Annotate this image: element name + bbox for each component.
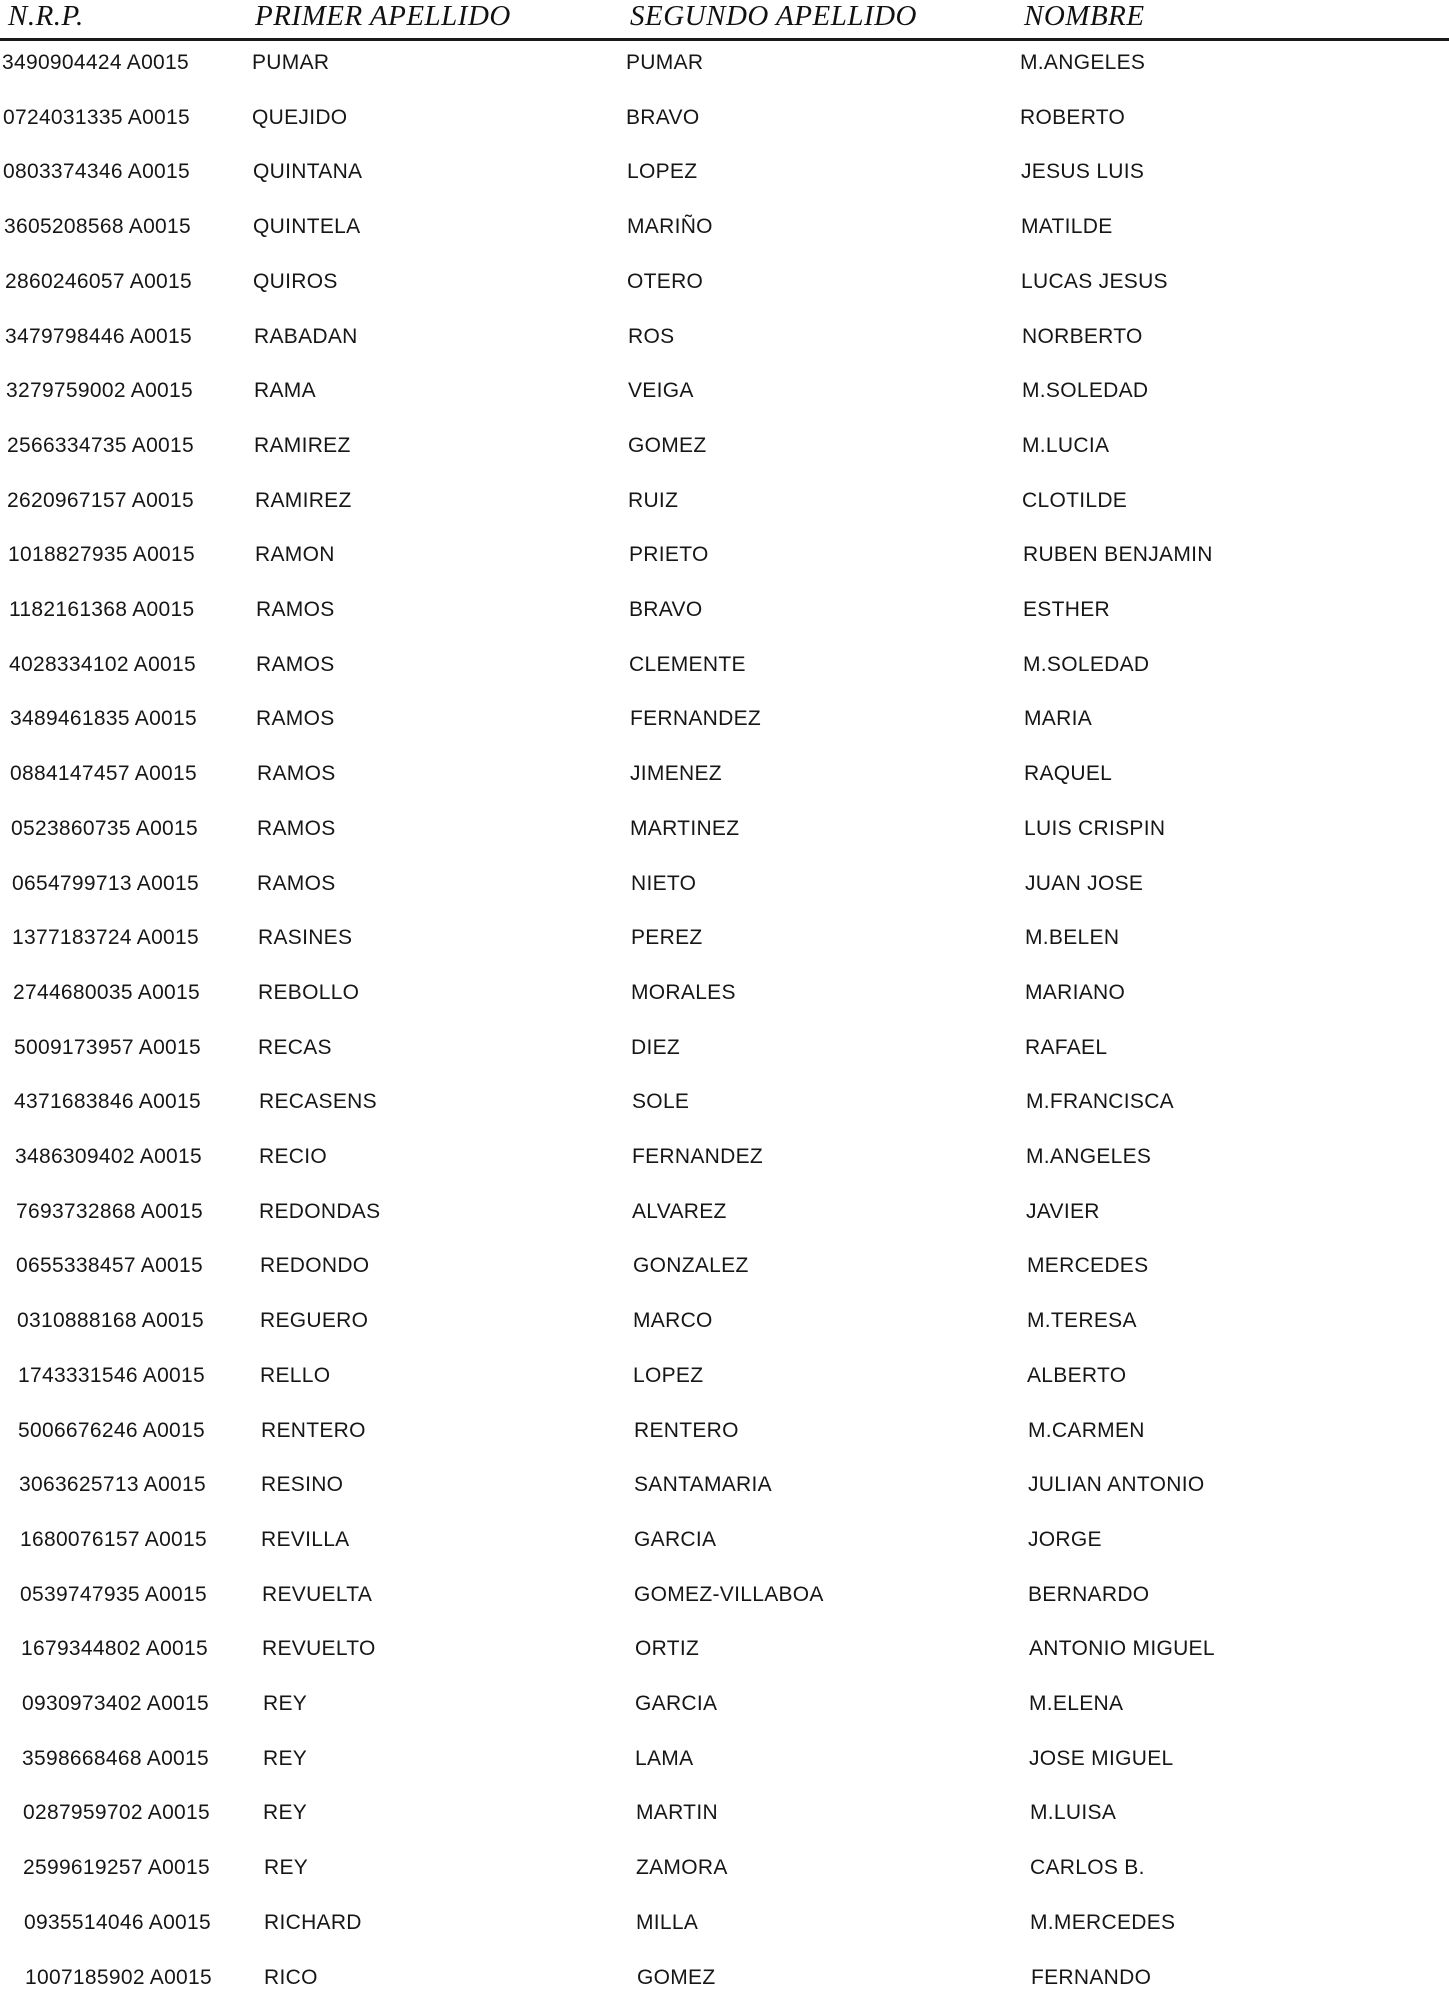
nombre-cell: M.ANGELES (1026, 1145, 1152, 1168)
nrp-cell: 4371683846 A0015 (14, 1090, 201, 1113)
table-header (0, 0, 1449, 40)
primer-apellido-cell: RECIO (259, 1145, 328, 1168)
table-row (0, 1306, 1449, 1336)
primer-apellido-cell: PUMAR (252, 51, 330, 74)
primer-apellido-cell: RAMIREZ (254, 434, 351, 457)
primer-apellido-cell: RAMON (255, 543, 335, 566)
primer-apellido-cell: REVUELTA (262, 1583, 373, 1606)
nombre-cell: M.SOLEDAD (1022, 379, 1149, 402)
table-row (0, 1525, 1449, 1555)
table-row (0, 650, 1449, 680)
nombre-cell: MATILDE (1021, 215, 1113, 238)
primer-apellido-cell: REVUELTO (262, 1637, 376, 1660)
primer-apellido-cell: RECAS (258, 1036, 332, 1059)
nombre-cell: M.CARMEN (1028, 1419, 1145, 1442)
table-row (0, 103, 1449, 133)
nrp-cell: 3605208568 A0015 (4, 215, 191, 238)
segundo-apellido-cell: BRAVO (626, 106, 700, 129)
primer-apellido-cell: REY (264, 1856, 309, 1879)
table-row (0, 322, 1449, 352)
primer-apellido-cell: QUINTANA (253, 160, 363, 183)
primer-apellido-cell: RABADAN (254, 325, 358, 348)
header-divider (0, 38, 1449, 41)
segundo-apellido-cell: LOPEZ (627, 160, 698, 183)
segundo-apellido-cell: GOMEZ (637, 1966, 716, 1989)
segundo-apellido-cell: SOLE (632, 1090, 690, 1113)
segundo-apellido-cell: MILLA (636, 1911, 699, 1934)
header-nombre: NOMBRE (1024, 0, 1145, 32)
segundo-apellido-cell: ROS (628, 325, 675, 348)
nombre-cell: MERCEDES (1027, 1254, 1149, 1277)
segundo-apellido-cell: PRIETO (629, 543, 709, 566)
primer-apellido-cell: QUIROS (253, 270, 338, 293)
primer-apellido-cell: RICO (264, 1966, 318, 1989)
segundo-apellido-cell: MARTINEZ (630, 817, 740, 840)
table-row (0, 376, 1449, 406)
primer-apellido-cell: RAMOS (257, 762, 336, 785)
table-row (0, 1634, 1449, 1664)
nombre-cell: RUBEN BENJAMIN (1023, 543, 1213, 566)
segundo-apellido-cell: FERNANDEZ (630, 707, 762, 730)
nombre-cell: M.BELEN (1025, 926, 1120, 949)
table-row (0, 1087, 1449, 1117)
table-row (0, 157, 1449, 187)
nrp-cell: 0930973402 A0015 (22, 1692, 209, 1715)
table-row (0, 486, 1449, 516)
table-row (0, 1908, 1449, 1938)
nombre-cell: ESTHER (1023, 598, 1110, 621)
primer-apellido-cell: REGUERO (260, 1309, 369, 1332)
table-row (0, 1361, 1449, 1391)
table-row (0, 595, 1449, 625)
primer-apellido-cell: RAMOS (257, 817, 336, 840)
primer-apellido-cell: QUEJIDO (252, 106, 348, 129)
nombre-cell: JAVIER (1026, 1200, 1100, 1223)
header-primer-apellido: PRIMER APELLIDO (255, 0, 511, 32)
nrp-cell: 0539747935 A0015 (20, 1583, 207, 1606)
nrp-cell: 0523860735 A0015 (11, 817, 198, 840)
nombre-cell: M.TERESA (1027, 1309, 1137, 1332)
segundo-apellido-cell: GARCIA (634, 1528, 717, 1551)
segundo-apellido-cell: LOPEZ (633, 1364, 704, 1387)
nrp-cell: 1679344802 A0015 (21, 1637, 208, 1660)
table-row (0, 212, 1449, 242)
nrp-cell: 3486309402 A0015 (15, 1145, 202, 1168)
primer-apellido-cell: REVILLA (261, 1528, 350, 1551)
primer-apellido-cell: REDONDO (260, 1254, 370, 1277)
segundo-apellido-cell: GONZALEZ (633, 1254, 749, 1277)
table-row (0, 431, 1449, 461)
primer-apellido-cell: RELLO (260, 1364, 331, 1387)
nombre-cell: M.FRANCISCA (1026, 1090, 1174, 1113)
primer-apellido-cell: RAMOS (256, 598, 335, 621)
nombre-cell: ALBERTO (1027, 1364, 1127, 1387)
nrp-cell: 3490904424 A0015 (2, 51, 189, 74)
segundo-apellido-cell: ORTIZ (635, 1637, 700, 1660)
nombre-cell: ROBERTO (1020, 106, 1126, 129)
table-row (0, 1416, 1449, 1446)
nombre-cell: M.LUISA (1030, 1801, 1117, 1824)
table-row (0, 1853, 1449, 1883)
nrp-cell: 1007185902 A0015 (25, 1966, 212, 1989)
primer-apellido-cell: REBOLLO (258, 981, 360, 1004)
table-row (0, 814, 1449, 844)
primer-apellido-cell: REY (263, 1747, 308, 1770)
nrp-cell: 3489461835 A0015 (10, 707, 197, 730)
segundo-apellido-cell: RUIZ (628, 489, 679, 512)
nrp-cell: 2744680035 A0015 (13, 981, 200, 1004)
nrp-cell: 3598668468 A0015 (22, 1747, 209, 1770)
segundo-apellido-cell: ZAMORA (636, 1856, 728, 1879)
nombre-cell: RAQUEL (1024, 762, 1113, 785)
primer-apellido-cell: RAMOS (257, 872, 336, 895)
segundo-apellido-cell: PEREZ (631, 926, 703, 949)
table-row (0, 923, 1449, 953)
segundo-apellido-cell: MORALES (631, 981, 736, 1004)
primer-apellido-cell: REY (263, 1692, 308, 1715)
segundo-apellido-cell: ALVAREZ (632, 1200, 727, 1223)
nombre-cell: CLOTILDE (1022, 489, 1128, 512)
table-row (0, 1470, 1449, 1500)
primer-apellido-cell: RASINES (258, 926, 353, 949)
nrp-cell: 2566334735 A0015 (7, 434, 194, 457)
nombre-cell: JUAN JOSE (1025, 872, 1144, 895)
nrp-cell: 3479798446 A0015 (5, 325, 192, 348)
table-row (0, 869, 1449, 899)
table-row (0, 540, 1449, 570)
table-row (0, 1142, 1449, 1172)
header-segundo-apellido: SEGUNDO APELLIDO (630, 0, 917, 32)
nrp-cell: 1182161368 A0015 (9, 598, 195, 621)
table-row (0, 1251, 1449, 1281)
nombre-cell: JOSE MIGUEL (1029, 1747, 1174, 1770)
header-nrp: N.R.P. (8, 0, 84, 32)
primer-apellido-cell: RAMA (254, 379, 316, 402)
nombre-cell: JESUS LUIS (1021, 160, 1145, 183)
nombre-cell: RAFAEL (1025, 1036, 1108, 1059)
nrp-cell: 2860246057 A0015 (5, 270, 192, 293)
segundo-apellido-cell: LAMA (635, 1747, 694, 1770)
primer-apellido-cell: RAMOS (256, 707, 335, 730)
segundo-apellido-cell: GOMEZ (628, 434, 707, 457)
segundo-apellido-cell: VEIGA (628, 379, 694, 402)
nrp-cell: 0287959702 A0015 (23, 1801, 210, 1824)
primer-apellido-cell: REDONDAS (259, 1200, 381, 1223)
nrp-cell: 7693732868 A0015 (16, 1200, 203, 1223)
segundo-apellido-cell: MARCO (633, 1309, 713, 1332)
nombre-cell: LUCAS JESUS (1021, 270, 1168, 293)
primer-apellido-cell: RESINO (261, 1473, 344, 1496)
nrp-cell: 1377183724 A0015 (12, 926, 199, 949)
segundo-apellido-cell: MARIÑO (627, 215, 713, 238)
nrp-cell: 1743331546 A0015 (18, 1364, 205, 1387)
nrp-cell: 3063625713 A0015 (19, 1473, 206, 1496)
primer-apellido-cell: RAMIREZ (255, 489, 352, 512)
segundo-apellido-cell: FERNANDEZ (632, 1145, 764, 1168)
nrp-cell: 0310888168 A0015 (17, 1309, 204, 1332)
segundo-apellido-cell: PUMAR (626, 51, 704, 74)
table-row (0, 267, 1449, 297)
nombre-cell: M.ELENA (1029, 1692, 1124, 1715)
nombre-cell: M.ANGELES (1020, 51, 1146, 74)
segundo-apellido-cell: DIEZ (631, 1036, 681, 1059)
table-row (0, 1580, 1449, 1610)
nrp-cell: 2620967157 A0015 (7, 489, 194, 512)
nombre-cell: LUIS CRISPIN (1024, 817, 1166, 840)
nrp-cell: 0654799713 A0015 (12, 872, 199, 895)
primer-apellido-cell: REY (263, 1801, 308, 1824)
nombre-cell: MARIA (1024, 707, 1093, 730)
table-row (0, 1798, 1449, 1828)
table-row (0, 1033, 1449, 1063)
primer-apellido-cell: RICHARD (264, 1911, 362, 1934)
primer-apellido-cell: RENTERO (261, 1419, 366, 1442)
nrp-cell: 0724031335 A0015 (3, 106, 190, 129)
nrp-cell: 0655338457 A0015 (16, 1254, 203, 1277)
nombre-cell: CARLOS B. (1030, 1856, 1145, 1879)
segundo-apellido-cell: BRAVO (629, 598, 703, 621)
nombre-cell: MARIANO (1025, 981, 1126, 1004)
nrp-cell: 0803374346 A0015 (3, 160, 190, 183)
primer-apellido-cell: RECASENS (259, 1090, 377, 1113)
table-row (0, 48, 1449, 78)
nrp-cell: 1680076157 A0015 (20, 1528, 207, 1551)
segundo-apellido-cell: JIMENEZ (630, 762, 722, 785)
nrp-cell: 2599619257 A0015 (23, 1856, 210, 1879)
nombre-cell: FERNANDO (1031, 1966, 1152, 1989)
table-row (0, 1197, 1449, 1227)
nombre-cell: JULIAN ANTONIO (1028, 1473, 1205, 1496)
nrp-cell: 0935514046 A0015 (24, 1911, 211, 1934)
nombre-cell: JORGE (1028, 1528, 1102, 1551)
segundo-apellido-cell: NIETO (631, 872, 697, 895)
table-row (0, 1744, 1449, 1774)
nrp-cell: 3279759002 A0015 (6, 379, 193, 402)
segundo-apellido-cell: MARTIN (636, 1801, 718, 1824)
table-row (0, 1963, 1449, 1993)
table-row (0, 759, 1449, 789)
nombre-cell: NORBERTO (1022, 325, 1143, 348)
segundo-apellido-cell: OTERO (627, 270, 704, 293)
segundo-apellido-cell: GOMEZ-VILLABOA (634, 1583, 824, 1606)
nrp-cell: 5009173957 A0015 (14, 1036, 201, 1059)
table-row (0, 704, 1449, 734)
nombre-cell: M.SOLEDAD (1023, 653, 1150, 676)
primer-apellido-cell: QUINTELA (253, 215, 361, 238)
table-row (0, 978, 1449, 1008)
nrp-cell: 4028334102 A0015 (9, 653, 196, 676)
nombre-cell: ANTONIO MIGUEL (1029, 1637, 1215, 1660)
nrp-cell: 1018827935 A0015 (8, 543, 195, 566)
segundo-apellido-cell: CLEMENTE (629, 653, 746, 676)
segundo-apellido-cell: GARCIA (635, 1692, 718, 1715)
nrp-cell: 0884147457 A0015 (10, 762, 197, 785)
segundo-apellido-cell: RENTERO (634, 1419, 739, 1442)
nombre-cell: M.MERCEDES (1030, 1911, 1176, 1934)
nombre-cell: BERNARDO (1028, 1583, 1150, 1606)
primer-apellido-cell: RAMOS (256, 653, 335, 676)
table-row (0, 1689, 1449, 1719)
segundo-apellido-cell: SANTAMARIA (634, 1473, 772, 1496)
nombre-cell: M.LUCIA (1022, 434, 1110, 457)
nrp-cell: 5006676246 A0015 (18, 1419, 205, 1442)
